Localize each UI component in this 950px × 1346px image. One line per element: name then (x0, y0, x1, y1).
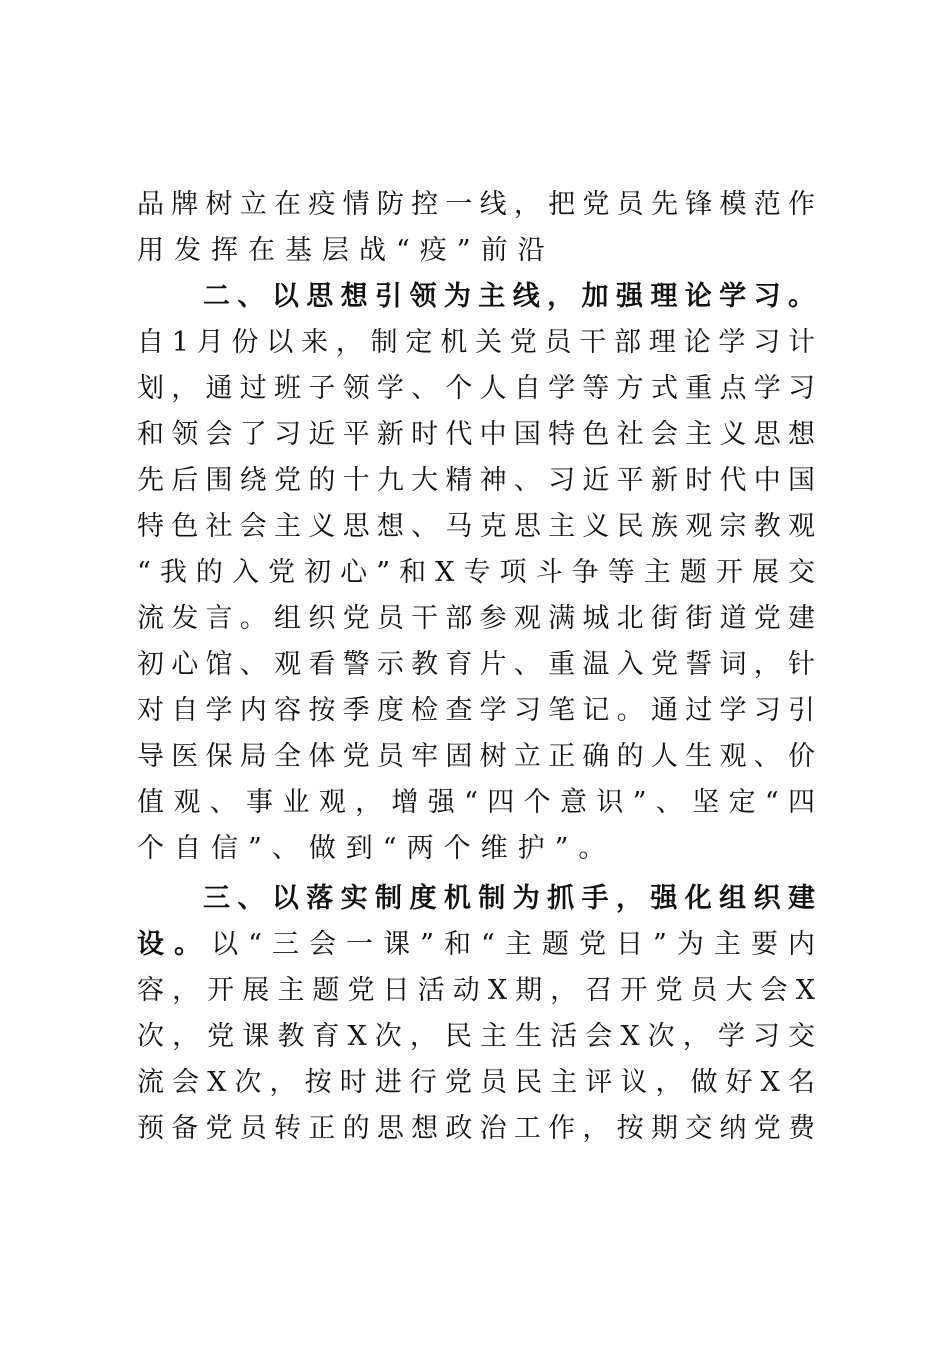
paragraph-line: 值观、事业观，增强“四个意识”、坚定“四 (137, 787, 815, 818)
paragraph-line: 次，党课教育X次，民主生活会X次，学习交 (137, 1021, 815, 1052)
paragraph-line: “我的入党初心”和X专项斗争等主题开展交 (137, 557, 815, 588)
section-heading-3: 三、以落实制度机制为抓手，强化组织建 (203, 883, 815, 914)
paragraph-line: 容，开展主题党日活动X期，召开党员大会X (137, 975, 815, 1006)
paragraph-line: 流会X次，按时进行党员民主评议，做好X名 (137, 1067, 815, 1098)
paragraph-line: 用发挥在基层战“疫”前沿 (137, 235, 555, 266)
paragraph-line: 和领会了习近平新时代中国特色社会主义思想 (137, 419, 815, 450)
paragraph-line: 划，通过班子领学、个人自学等方式重点学习 (137, 373, 815, 404)
paragraph-line: 品牌树立在疫情防控一线，把党员先锋模范作 (137, 189, 815, 220)
section-heading-2: 二、以思想引领为主线，加强理论学习。 (203, 281, 815, 312)
paragraph-line: 特色社会主义思想、马克思主义民族观宗教观 (137, 511, 815, 542)
paragraph-line: 个自信”、做到“两个维护”。 (137, 833, 616, 864)
paragraph-line: 导医保局全体党员牢固树立正确的人生观、价 (137, 741, 815, 772)
paragraph-line: 流发言。组织党员干部参观满城北街街道党建 (137, 603, 815, 634)
paragraph-line: 初心馆、观看警示教育片、重温入党誓词，针 (137, 649, 815, 680)
paragraph-line: 预备党员转正的思想政治工作，按期交纳党费 (137, 1113, 815, 1144)
paragraph-line: 对自学内容按季度检查学习笔记。通过学习引 (137, 695, 815, 726)
paragraph-line: 设。以“三会一课”和“主题党日”为主要内 (137, 929, 815, 960)
heading-continuation: 设。 (137, 929, 212, 960)
paragraph-line: 先后围绕党的十九大精神、习近平新时代中国 (137, 465, 815, 496)
paragraph-line: 自1月份以来，制定机关党员干部理论学习计 (137, 327, 815, 358)
